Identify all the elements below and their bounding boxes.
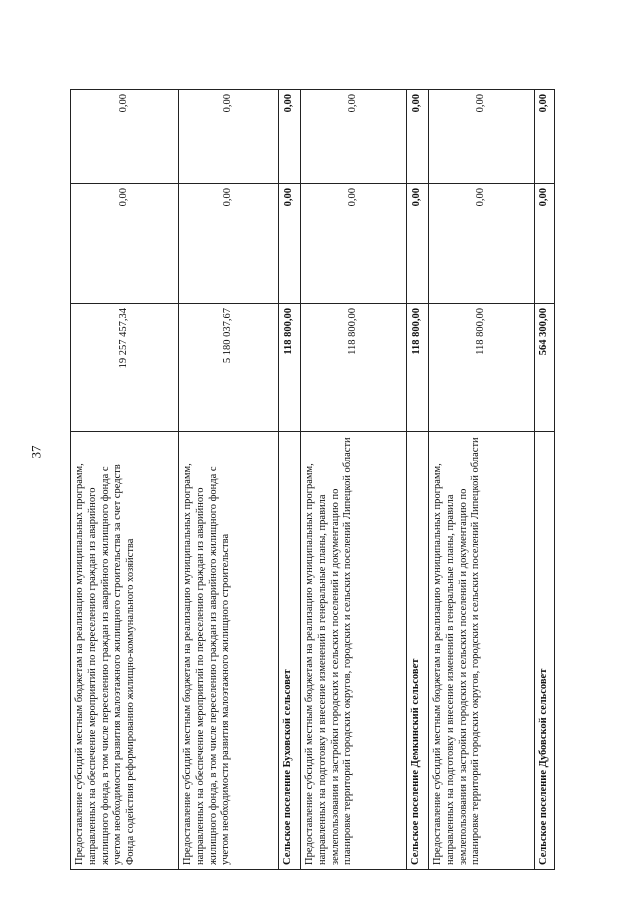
row-description: Предоставление субсидий местным бюджетам на реализацию муниципальных программ, направленных на обеспечение мероприятий по переселению граждан из аварийного жилищного фонда, в том числе переселению граждан из аварийного жилищного фонда с учетом необходимости развития малоэтажного жилищного строительства за счет средств Фонда содействия реформированию жилищно-коммунального хозяйства	[71, 432, 179, 870]
row-value-1: 564 300,00	[535, 304, 555, 432]
table-row	[429, 90, 535, 870]
settlement-name: Сельское поселение Буховской сельсовет	[279, 432, 301, 870]
row-value-3: 0,00	[71, 90, 179, 184]
budget-table	[70, 89, 555, 870]
settlement-name: Сельское поселение Дубовской сельсовет	[535, 432, 555, 870]
row-value-2: 0,00	[535, 184, 555, 304]
row-value-1: 19 257 457,34	[71, 304, 179, 432]
table-row	[301, 90, 407, 870]
row-value-2: 0,00	[429, 184, 535, 304]
rotated-table-container	[70, 90, 554, 870]
row-value-3: 0,00	[301, 90, 407, 184]
row-value-2: 0,00	[279, 184, 301, 304]
row-value-1: 118 800,00	[429, 304, 535, 432]
row-description: Предоставление субсидий местным бюджетам на реализацию муниципальных программ, направленных на подготовку и внесение изменений в генеральные планы, правила землепользования и застройки городских и сельских поселений и документацию по планировке территорий городских округов, городских и сельских поселений Липецкой области	[429, 432, 535, 870]
row-value-2: 0,00	[301, 184, 407, 304]
row-value-1: 118 800,00	[279, 304, 301, 432]
table-row-total	[407, 90, 429, 870]
table-row-total	[535, 90, 555, 870]
row-value-2: 0,00	[407, 184, 429, 304]
row-value-1: 5 180 037,67	[179, 304, 279, 432]
row-description: Предоставление субсидий местным бюджетам на реализацию муниципальных программ, направленных на обеспечение мероприятий по переселению граждан из аварийного жилищного фонда, в том числе переселению граждан из аварийного жилищного фонда с учетом необходимости развития малоэтажного жилищного строительства	[179, 432, 279, 870]
row-value-3: 0,00	[279, 90, 301, 184]
settlement-name: Сельское поселение Демкинский сельсовет	[407, 432, 429, 870]
row-description: Предоставление субсидий местным бюджетам на реализацию муниципальных программ, направленных на подготовку и внесение изменений в генеральные планы, правила землепользования и застройки городских и сельских поселений и документацию по планировке территорий городских округов, городских и сельских поселений Липецкой области	[301, 432, 407, 870]
table-row-total	[279, 90, 301, 870]
row-value-3: 0,00	[407, 90, 429, 184]
row-value-1: 118 800,00	[301, 304, 407, 432]
row-value-3: 0,00	[179, 90, 279, 184]
row-value-2: 0,00	[179, 184, 279, 304]
page-number: 37	[28, 445, 44, 459]
row-value-1: 118 800,00	[407, 304, 429, 432]
row-value-2: 0,00	[71, 184, 179, 304]
row-value-3: 0,00	[535, 90, 555, 184]
row-value-3: 0,00	[429, 90, 535, 184]
table-row	[179, 90, 279, 870]
table-row	[71, 90, 179, 870]
